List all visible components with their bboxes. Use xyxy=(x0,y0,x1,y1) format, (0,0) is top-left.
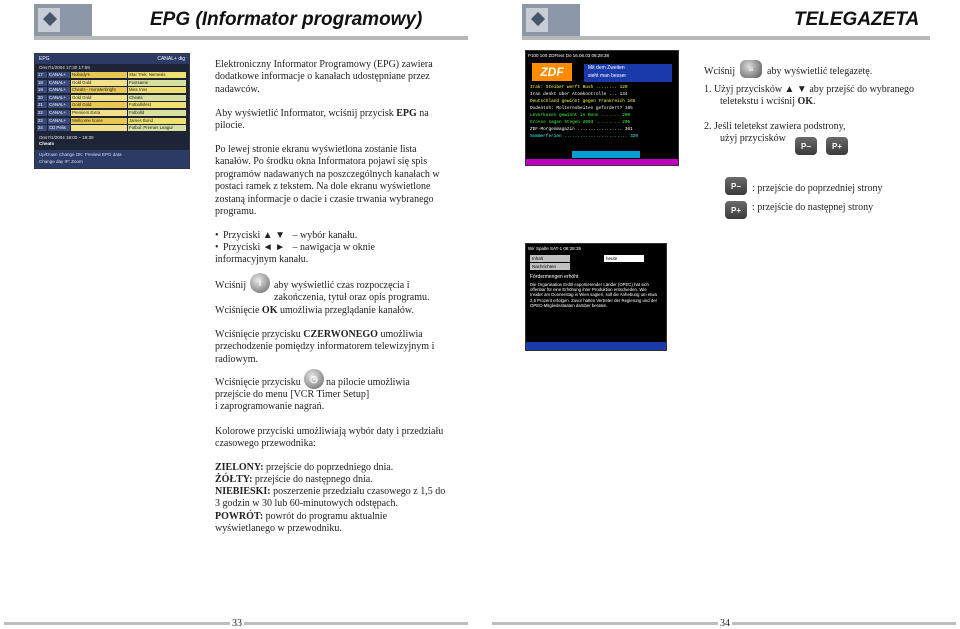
tt1-banner1: Mit dem Zweiten xyxy=(588,65,625,71)
epg-row[interactable] xyxy=(37,102,187,109)
epg-screen-footer-title: Cheats xyxy=(39,141,55,146)
tt-intro-a: Wciśnij xyxy=(704,66,736,77)
tt1-zdf-logo: ZDF xyxy=(532,63,572,81)
red-text-a: Wciśnięcie przycisku xyxy=(215,329,304,340)
next-page-text: : przejście do następnej strony xyxy=(752,202,874,213)
right-header-rule xyxy=(522,36,930,40)
bullet1-text: – wybór kanału. xyxy=(292,230,358,241)
left-logo-icon xyxy=(34,4,92,36)
tt1-line: Iran denkt über Atomkontrolle ... 134 xyxy=(530,92,628,97)
tt-step2-b: użyj przycisków xyxy=(720,133,786,144)
tt-step1-d: . xyxy=(813,96,816,107)
yellow-button-line xyxy=(215,474,445,486)
red-button-paragraph xyxy=(215,329,435,366)
tt2-header: Wir Spalte SAT-1 08:28:35 xyxy=(528,246,581,251)
page-minus-legend-icon: P− xyxy=(725,177,747,195)
epg-screen-footer-time: Ons7/1/2004 18:00 – 19:30 xyxy=(39,135,94,140)
epg-cell-num: 17 xyxy=(37,72,47,78)
blue-button-line xyxy=(215,486,447,511)
back-text: powrót do programu aktualnie wyświetlanego w przewodniku. xyxy=(215,511,388,535)
epg-cell-b: Fotbollsfest xyxy=(128,102,186,108)
bullet2-text: – nawigacja w oknie informacyjnym kanału. xyxy=(215,242,375,266)
page-plus-icon: P+ xyxy=(826,137,848,155)
epg-cell-b: Cheats xyxy=(128,95,186,101)
epg-row[interactable] xyxy=(37,118,187,125)
epg-cell-b: James Bond xyxy=(128,118,186,124)
epg-screen-hint1: Up/Down Change OK: Preview EPG data xyxy=(39,152,122,157)
epg-cell-b: Footsame xyxy=(128,80,186,86)
yellow-label: ŻÓŁTY: xyxy=(215,474,253,485)
epg-cell-b: Fotbolld xyxy=(128,110,186,116)
epg-cell-ch: CANAL+ xyxy=(48,102,70,108)
epg-row[interactable] xyxy=(37,110,187,117)
epg-description: Po lewej stronie ekranu wyświetlona zostanie lista kanałów. Po środku okna Informatora pojawi się spis programów nadawanych na poszczególnych kanałach w postaci ramek z tekstem. Na dole ekranu wyświetlone zostaną informacje o dacie i czasie trwania wybranego programu. xyxy=(215,144,440,218)
tt1-line: Leverkusen gewinnt in Bonn ....... 200 xyxy=(530,113,631,118)
tt2-tab-heute: heute xyxy=(604,255,644,262)
tt1-line: Deutschland gewinnt gegen Frankreich 165 xyxy=(530,99,636,104)
epg-cell-ch: CANAL+ xyxy=(48,110,70,116)
epg-cell-a: Gold Gold xyxy=(71,95,127,101)
epg-cell-b: Star Trek: Nemesis xyxy=(128,72,186,78)
right-page-title: TELEGAZETA xyxy=(794,9,920,30)
epg-open-text-c: na pilocie. xyxy=(215,108,429,132)
tt1-banner2: sieht man besser xyxy=(588,73,627,79)
tt1-line: Irak: Steiber werft Bush ........ 120 xyxy=(530,85,628,90)
tt1-bottom xyxy=(526,145,678,165)
tt-step1-line2 xyxy=(720,96,940,108)
epg-cell-a: Cheats - monsterbright xyxy=(71,87,127,93)
epg-row[interactable] xyxy=(37,95,187,102)
prev-page-text: : przejście do poprzedniej strony xyxy=(752,183,883,194)
tt-step1-a: 1. Użyj przycisków ▲ ▼ aby przejść do wybranego xyxy=(704,84,915,95)
right-page-number: 34 xyxy=(720,618,730,629)
tt1-line: Grosse sagen Stegen 2003 ......... 205 xyxy=(530,120,631,125)
epg-screen-hint2: Change day IP: Zoom xyxy=(39,159,83,164)
epg-cell-ch: CANAL+ xyxy=(48,95,70,101)
red-key: CZERWONEGO xyxy=(303,329,378,340)
tt-step1-ok: OK xyxy=(797,96,814,107)
epg-cell-num: 24 xyxy=(37,125,47,131)
info-ok-c: umożliwia przeglądanie kanałów. xyxy=(277,305,415,316)
color-buttons-intro: Kolorowe przyciski umożliwiają wybór daty i przedziału czasowego przewodnika: xyxy=(215,426,444,450)
epg-row[interactable] xyxy=(37,80,187,87)
vcr-text-b: na pilocie umożliwia przejście do menu [VCR Timer Setup] xyxy=(215,377,410,401)
epg-row[interactable] xyxy=(37,87,187,94)
tt-step1-b: teletekstu i wciśnij xyxy=(720,96,798,107)
epg-cell-num: 20 xyxy=(37,95,47,101)
tt2-tab-nachrichten: Nachrichten xyxy=(530,263,570,270)
green-button-line xyxy=(215,462,445,474)
page-plus-legend-icon: P+ xyxy=(725,201,747,219)
tt1-line: ZDF-Morgenmagazin ................. 361 xyxy=(530,127,633,132)
epg-cell-a: Gold Gold xyxy=(71,80,127,86)
epg-cell-ch: CANAL+ xyxy=(48,118,70,124)
green-label: ZIELONY: xyxy=(215,462,264,473)
tt-intro-b: aby wyświetlić telegazetę. xyxy=(767,66,873,77)
tt2-body: Die Organisation Erdöl exportierender Länder (OPEC) hat sich offenbar für eine Erhöhung ihrer Produktion entschieden. Wie Insider am Donnerstag in Wien sagten, soll die Anhebung um etwa 2,5 Prozent erfolgen. Zuvor hatten Vertreter der Regierung und der OPEC-Mitgliedsstaaten darüber beraten. xyxy=(530,282,658,308)
info-text-b: aby wyświetlić czas rozpoczęcia i zakończenia, tytuł oraz opis programu. xyxy=(274,280,430,304)
tt1-line: Dodentsh: Molteresbeiten gefordert? 165 xyxy=(530,106,633,111)
tt2-heading: Fördermengen erhöht xyxy=(530,274,579,280)
bullet-channel-select: • Przyciski ▲ ▼ – wybór kanału. xyxy=(215,230,358,241)
teletext-button-icon: ≡ xyxy=(740,60,762,78)
epg-cell-ch: CANAL+ xyxy=(48,87,70,93)
epg-cell-b: Fotbol: Premier Leagur xyxy=(128,125,186,131)
epg-cell-a: Wellcome home xyxy=(71,118,127,124)
epg-cell-b: Miss Inns xyxy=(128,87,186,93)
page-minus-icon: P− xyxy=(795,137,817,155)
epg-cell-num: 21 xyxy=(37,102,47,108)
tt2-tab-inhalt: Inhalt xyxy=(530,255,570,262)
bullet2-keys: Przyciski ◄ ► xyxy=(223,242,286,253)
left-page-title: EPG (Informator programowy) xyxy=(150,9,423,30)
back-button-line xyxy=(215,511,395,536)
epg-cell-num: 19 xyxy=(37,87,47,93)
timer-button-icon: ◷ xyxy=(304,369,324,389)
info-button-icon: i xyxy=(250,273,270,293)
info-ok-a: Wciśnięcie xyxy=(215,305,262,316)
epg-screen-date: Ons7/1/2004 17:30 17:59 xyxy=(39,65,90,70)
bullet-navigation: • Przyciski ◄ ► – nawigacja w oknie informacyjnym kanału. xyxy=(215,242,375,266)
epg-cell-a: Premiers Extra xyxy=(71,110,127,116)
left-page-number: 33 xyxy=(232,618,242,629)
yellow-text: przejście do następnego dnia. xyxy=(252,474,373,485)
info-text-a: Wciśnij xyxy=(215,280,247,291)
epg-screenshot xyxy=(34,53,190,169)
epg-cell-ch: CANAL+ xyxy=(48,80,70,86)
epg-cell-a: Nobody's xyxy=(71,72,127,78)
epg-row[interactable] xyxy=(37,125,187,132)
info-ok-line xyxy=(215,305,445,317)
epg-screen-channel: CANAL+ dig xyxy=(157,56,185,62)
epg-open-text-a: Aby wyświetlić Informator, wciśnij przycisk xyxy=(215,108,397,119)
epg-intro: Elektroniczny Informator Programowy (EPG) zawiera dodatkowe informacje o kanałach udostępniane przez nadawców. xyxy=(215,59,433,95)
tt2-bottom-bar xyxy=(526,342,666,350)
epg-cell-num: 22 xyxy=(37,110,47,116)
tt-step2-a: 2. Jeśli teletekst zawiera podstrony, xyxy=(704,121,846,132)
teletext-screenshot-news xyxy=(525,243,667,351)
epg-screen-titlebar xyxy=(35,54,189,64)
back-label: POWRÓT: xyxy=(215,511,264,522)
epg-open-key: EPG xyxy=(396,108,417,119)
epg-cell-ch: CANAL+ xyxy=(48,72,70,78)
green-text: przejście do poprzedniego dnia. xyxy=(263,462,394,473)
epg-how-to-open xyxy=(215,108,433,133)
left-header-rule xyxy=(34,36,468,40)
epg-cell-num: 18 xyxy=(37,80,47,86)
epg-cell-ch: CD Pelis xyxy=(48,125,70,131)
tt1-header: P100 100 ZDFtext Do 16.06.03 08:28:38 xyxy=(528,53,610,58)
teletext-screenshot-zdf xyxy=(525,50,679,166)
red-text-c: umożliwia przechodzenie pomiędzy informatorem telewizyjnym i radiowym. xyxy=(215,329,435,365)
epg-screen-title: EPG xyxy=(39,56,50,62)
epg-row[interactable] xyxy=(37,72,187,79)
vcr-text-a: Wciśnięcie przycisku xyxy=(215,377,301,388)
epg-cell-a: Gold Gold xyxy=(71,102,127,108)
bullet1-keys: Przyciski ▲ ▼ xyxy=(223,230,286,241)
blue-text: poszerzenie przedziału czasowego z 1,5 do 3 godzin w 30 lub 60-minutowych odstępach. xyxy=(215,486,446,510)
vcr-text-c: i zaprogramowanie nagrań. xyxy=(215,401,325,412)
right-logo-icon xyxy=(522,4,580,36)
tt1-line: Sommerferien ........................ 320 xyxy=(530,134,639,139)
info-ok-key: OK xyxy=(261,305,278,316)
epg-cell-a xyxy=(71,125,127,131)
blue-label: NIEBIESKI: xyxy=(215,486,271,497)
epg-cell-num: 23 xyxy=(37,118,47,124)
